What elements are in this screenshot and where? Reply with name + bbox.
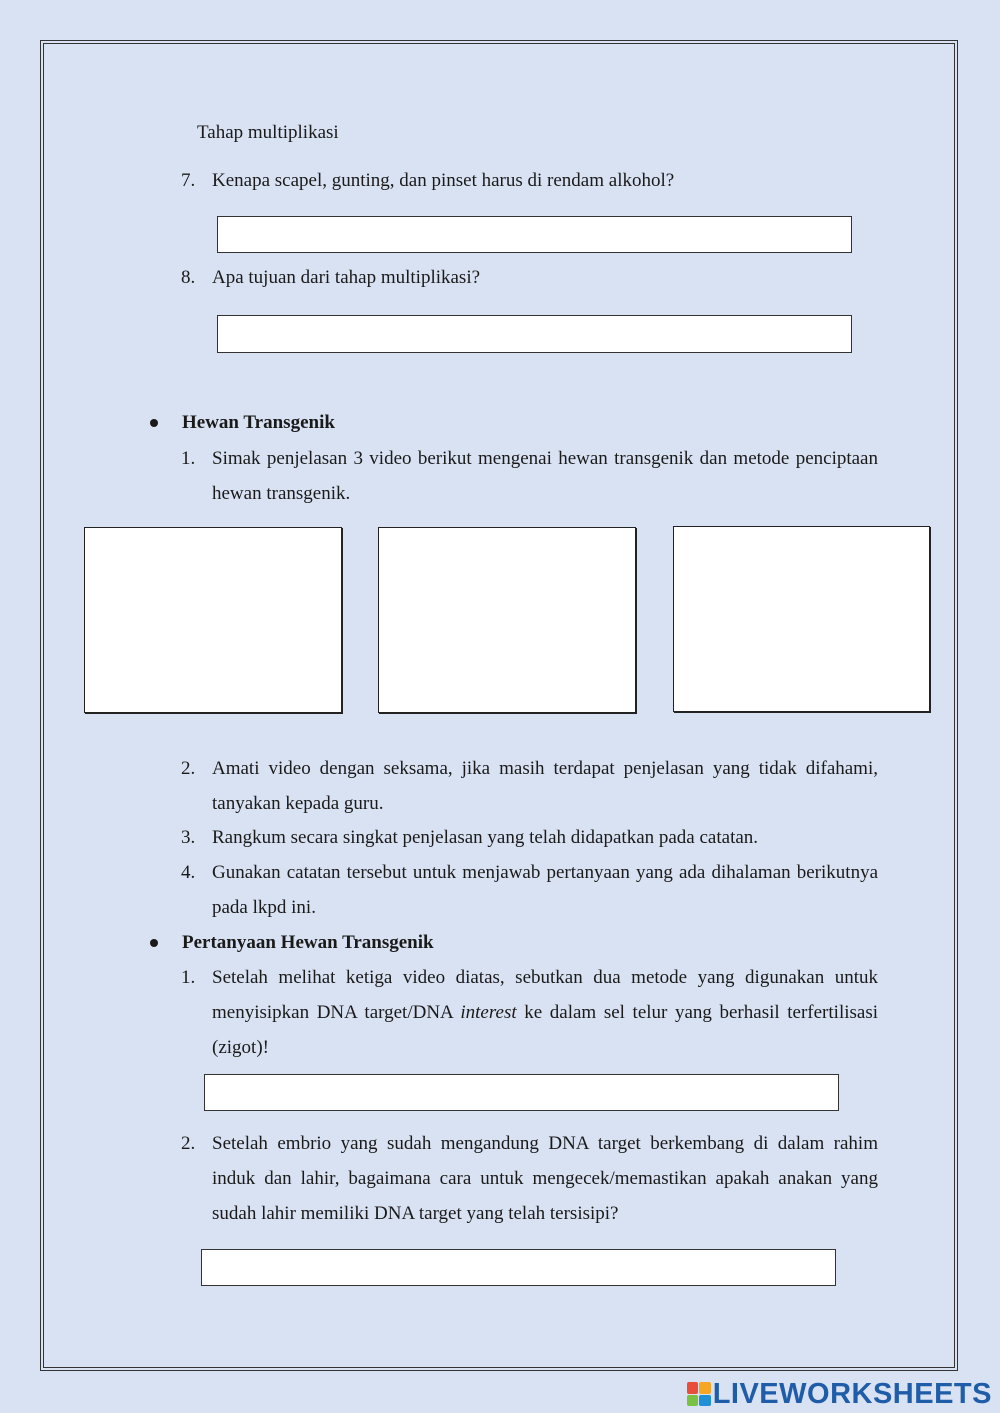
pertanyaan-2-text: Setelah embrio yang sudah mengandung DNA target berkembang di dalam rahim induk dan lahir, bagaimana cara untuk mengecek/memastikan apakah anakan yang sudah lahir memiliki DNA target yang telah tersisipi? <box>212 1133 878 1224</box>
liveworksheets-logo-text: LIVEWORKSHEETS <box>712 1377 992 1410</box>
video-player-1[interactable] <box>84 527 342 713</box>
step-1-text: Simak penjelasan 3 video berikut mengenai hewan transgenik dan metode penciptaan hewan transgenik. <box>212 448 878 504</box>
pertanyaan-1-text: Setelah melihat ketiga video diatas, sebutkan dua metode yang digunakan untuk menyisipkan DNA target/DNA interest ke dalam sel telur yang berhasil terfertilisasi (zigot)! <box>212 967 878 1058</box>
video-player-2[interactable] <box>378 527 636 713</box>
answer-box-question-8[interactable] <box>217 315 852 353</box>
step-2-text: Amati video dengan seksama, jika masih terdapat penjelasan yang tidak difahami, tanyakan kepada guru. <box>212 758 878 814</box>
section-heading-multiplikasi: Tahap multiplikasi <box>197 122 339 143</box>
bullet-icon <box>150 939 158 947</box>
answer-box-pertanyaan-2[interactable] <box>201 1249 836 1286</box>
step-3-text: Rangkum secara singkat penjelasan yang telah didapatkan pada catatan. <box>212 827 759 848</box>
liveworksheets-logo-icon <box>687 1382 711 1406</box>
section-title-transgenik: Hewan Transgenik <box>182 412 335 433</box>
step-4-text: Gunakan catatan tersebut untuk menjawab pertanyaan yang ada dihalaman berikutnya pada lkpd ini. <box>212 862 878 918</box>
step-1-number: 1. <box>181 448 196 469</box>
answer-box-pertanyaan-1[interactable] <box>204 1074 839 1111</box>
liveworksheets-logo[interactable] <box>687 1376 992 1412</box>
question-7-text: Kenapa scapel, gunting, dan pinset harus di rendam alkohol? <box>212 170 675 191</box>
section-title-pertanyaan: Pertanyaan Hewan Transgenik <box>182 932 434 953</box>
question-7-number: 7. <box>181 170 196 191</box>
step-2-number: 2. <box>181 758 196 779</box>
answer-box-question-7[interactable] <box>217 216 852 253</box>
step-4-number: 4. <box>181 862 196 883</box>
question-8-text: Apa tujuan dari tahap multiplikasi? <box>212 267 481 288</box>
bullet-icon <box>150 419 158 427</box>
question-8-number: 8. <box>181 267 196 288</box>
video-player-3[interactable] <box>673 526 930 712</box>
pertanyaan-1-number: 1. <box>181 967 196 988</box>
step-3-number: 3. <box>181 827 196 848</box>
pertanyaan-2-number: 2. <box>181 1133 196 1154</box>
